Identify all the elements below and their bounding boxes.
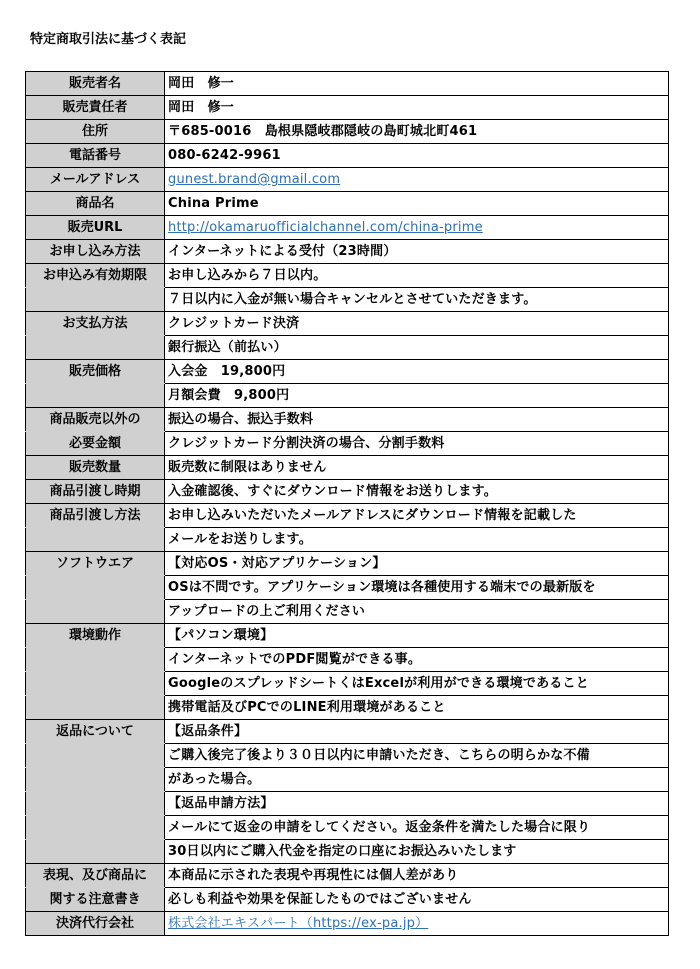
row-value-address: 〒685-0016 島根県隠岐郡隠岐の島町城北町461 xyxy=(165,120,669,144)
table-row xyxy=(26,912,669,936)
row-value-software-3: アップロードの上ご利用ください xyxy=(165,600,669,624)
row-value-returns-6: 30日以内にご購入代金を指定の口座にお振込みいたします xyxy=(165,840,669,864)
table-row xyxy=(26,744,669,768)
table-row xyxy=(26,144,669,168)
row-label-quantity: 販売数量 xyxy=(26,456,165,480)
table-row xyxy=(26,456,669,480)
row-label-apply-method: お申し込み方法 xyxy=(26,240,165,264)
row-label-extra-cost-1: 商品販売以外の xyxy=(26,408,165,432)
row-value-payment-1: クレジットカード決済 xyxy=(165,312,669,336)
url-cell xyxy=(165,216,669,240)
row-value-returns-2: ご購入後完了後より３０日以内に申請いただき、こちらの明らかな不備 xyxy=(165,744,669,768)
row-label-payment: お支払方法 xyxy=(26,312,165,336)
table-row xyxy=(26,480,669,504)
label-filler xyxy=(26,336,165,360)
row-value-software-1: 【対応OS・対応アプリケーション】 xyxy=(165,552,669,576)
table-row xyxy=(26,768,669,792)
table-row xyxy=(26,672,669,696)
table-row xyxy=(26,648,669,672)
table-row xyxy=(26,264,669,288)
label-filler xyxy=(26,648,165,672)
row-value-software-2: OSは不問です。アプリケーション環境は各種使用する端末での最新版を xyxy=(165,576,669,600)
label-filler xyxy=(26,840,165,864)
row-label-responsible: 販売責任者 xyxy=(26,96,165,120)
table-row xyxy=(26,432,669,456)
row-label-url: 販売URL xyxy=(26,216,165,240)
row-label-delivery-method: 商品引渡し方法 xyxy=(26,504,165,528)
row-label-product: 商品名 xyxy=(26,192,165,216)
row-value-extra-cost-1: 振込の場合、振込手数料 xyxy=(165,408,669,432)
row-label-price: 販売価格 xyxy=(26,360,165,384)
table-row xyxy=(26,120,669,144)
payment-agent-cell xyxy=(165,912,669,936)
table-row xyxy=(26,312,669,336)
row-value-seller: 岡田 修一 xyxy=(165,72,669,96)
table-row xyxy=(26,336,669,360)
label-filler xyxy=(26,528,165,552)
row-value-delivery-method-2: メールをお送りします。 xyxy=(165,528,669,552)
email-cell xyxy=(165,168,669,192)
table-row xyxy=(26,888,669,912)
row-value-environment-4: 携帯電話及びPCでのLINE利用環境があること xyxy=(165,696,669,720)
row-label-email: メールアドレス xyxy=(26,168,165,192)
row-value-environment-3: GoogleのスプレッドシートくはExcelが利用ができる環境であること xyxy=(165,672,669,696)
table-row xyxy=(26,696,669,720)
table-row xyxy=(26,816,669,840)
table-row xyxy=(26,528,669,552)
label-filler xyxy=(26,600,165,624)
legal-notice-table xyxy=(25,71,669,936)
row-value-validity-1: お申し込みから７日以内。 xyxy=(165,264,669,288)
row-value-responsible: 岡田 修一 xyxy=(165,96,669,120)
row-label-validity: お申込み有効期限 xyxy=(26,264,165,288)
row-value-payment-2: 銀行振込（前払い） xyxy=(165,336,669,360)
row-label-payment-agent: 決済代行会社 xyxy=(26,912,165,936)
row-value-returns-5: メールにて返金の申請をしてください。返金条件を満たした場合に限り xyxy=(165,816,669,840)
label-filler xyxy=(26,384,165,408)
table-row xyxy=(26,192,669,216)
table-row xyxy=(26,360,669,384)
row-value-returns-4: 【返品申請方法】 xyxy=(165,792,669,816)
row-value-returns-3: があった場合。 xyxy=(165,768,669,792)
table-row xyxy=(26,720,669,744)
label-filler xyxy=(26,672,165,696)
row-value-phone: 080-6242-9961 xyxy=(165,144,669,168)
row-value-product: China Prime xyxy=(165,192,669,216)
table-row xyxy=(26,408,669,432)
table-row xyxy=(26,552,669,576)
row-value-validity-2: ７日以内に入金が無い場合キャンセルとさせていただきます。 xyxy=(165,288,669,312)
label-filler xyxy=(26,288,165,312)
row-label-seller: 販売者名 xyxy=(26,72,165,96)
row-value-price-1: 入会金 19,800円 xyxy=(165,360,669,384)
row-value-price-2: 月額会費 9,800円 xyxy=(165,384,669,408)
payment-agent-link[interactable]: 株式会社エキスパート（https://ex-pa.jp） xyxy=(168,916,429,931)
label-filler xyxy=(26,576,165,600)
row-label-software: ソフトウエア xyxy=(26,552,165,576)
table-row xyxy=(26,840,669,864)
label-filler xyxy=(26,744,165,768)
row-value-quantity: 販売数に制限はありません xyxy=(165,456,669,480)
row-label-notice-1: 表現、及び商品に xyxy=(26,864,165,888)
row-value-returns-1: 【返品条件】 xyxy=(165,720,669,744)
table-row xyxy=(26,792,669,816)
table-row xyxy=(26,504,669,528)
row-label-address: 住所 xyxy=(26,120,165,144)
table-row xyxy=(26,576,669,600)
table-row xyxy=(26,240,669,264)
sales-url-link[interactable]: http://okamaruofficialchannel.com/china-prime xyxy=(168,220,483,235)
row-label-returns: 返品について xyxy=(26,720,165,744)
row-label-environment: 環境動作 xyxy=(26,624,165,648)
row-value-notice-2: 必しも利益や効果を保証したものではございません xyxy=(165,888,669,912)
table-row xyxy=(26,624,669,648)
row-value-extra-cost-2: クレジットカード分割決済の場合、分割手数料 xyxy=(165,432,669,456)
row-label-extra-cost-2: 必要金額 xyxy=(26,432,165,456)
row-value-delivery-method-1: お申し込みいただいたメールアドレスにダウンロード情報を記載した xyxy=(165,504,669,528)
table-row xyxy=(26,168,669,192)
table-row xyxy=(26,864,669,888)
row-value-environment-1: 【パソコン環境】 xyxy=(165,624,669,648)
table-row xyxy=(26,96,669,120)
label-filler xyxy=(26,768,165,792)
row-value-delivery-time: 入金確認後、すぐにダウンロード情報をお送りします。 xyxy=(165,480,669,504)
page-title: 特定商取引法に基づく表記 xyxy=(30,32,187,47)
label-filler xyxy=(26,696,165,720)
label-filler xyxy=(26,792,165,816)
row-label-notice-2: 関する注意書き xyxy=(26,888,165,912)
row-value-environment-2: インターネットでのPDF閲覧ができる事。 xyxy=(165,648,669,672)
row-label-phone: 電話番号 xyxy=(26,144,165,168)
table-row xyxy=(26,72,669,96)
email-link[interactable]: gunest.brand@gmail.com xyxy=(168,172,341,187)
table-row xyxy=(26,384,669,408)
row-value-apply-method: インターネットによる受付（23時間） xyxy=(165,240,669,264)
label-filler xyxy=(26,816,165,840)
row-label-delivery-time: 商品引渡し時期 xyxy=(26,480,165,504)
table-row xyxy=(26,600,669,624)
table-row xyxy=(26,288,669,312)
row-value-notice-1: 本商品に示された表現や再現性には個人差があり xyxy=(165,864,669,888)
table-row xyxy=(26,216,669,240)
